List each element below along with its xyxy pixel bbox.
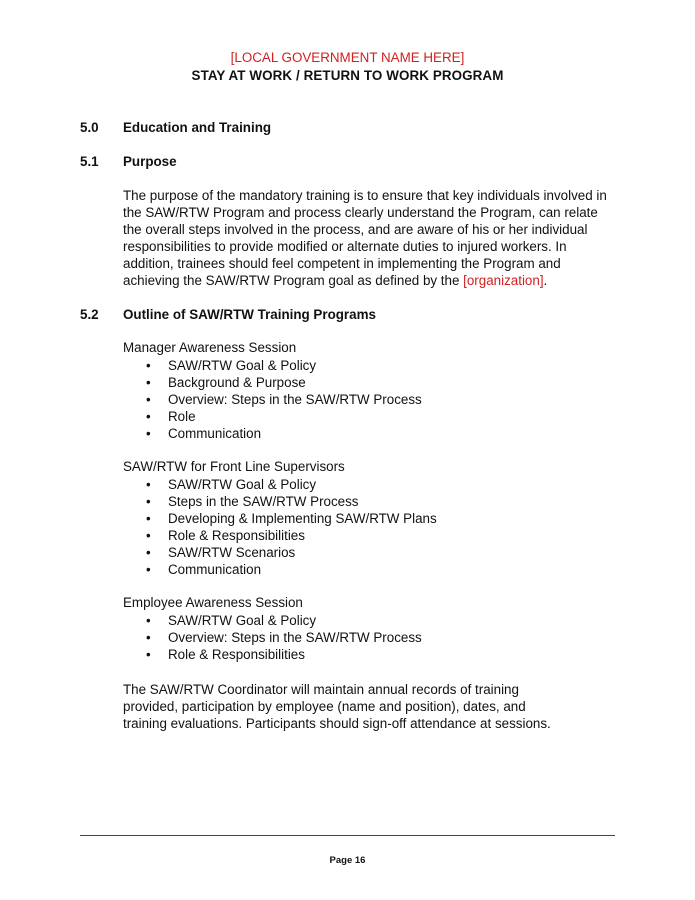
list-item: • SAW/RTW Scenarios — [146, 544, 437, 561]
group-title-employee: Employee Awareness Session — [123, 595, 303, 610]
list-item: • SAW/RTW Goal & Policy — [146, 612, 422, 629]
document-title: STAY AT WORK / RETURN TO WORK PROGRAM — [191, 68, 504, 83]
list-item: • Steps in the SAW/RTW Process — [146, 493, 437, 510]
group-title-manager: Manager Awareness Session — [123, 340, 297, 355]
group-title-supervisors: SAW/RTW for Front Line Supervisors — [123, 459, 345, 474]
section-title: Purpose — [123, 154, 177, 169]
list-item: • Role & Responsibilities — [146, 646, 422, 663]
section-number: 5.1 — [80, 154, 99, 169]
list-item: • SAW/RTW Goal & Policy — [146, 357, 422, 374]
purpose-period: . — [543, 273, 548, 288]
section-title: Outline of SAW/RTW Training Programs — [123, 307, 376, 322]
purpose-paragraph — [123, 187, 618, 289]
list-item: • Communication — [146, 425, 422, 442]
section-heading-5-0 — [80, 120, 271, 135]
closing-paragraph: The SAW/RTW Coordinator will maintain annual records of training provided, participation by employee (name and position), dates, and training evaluations. Participants should sign-off attendance at sessions. — [123, 682, 551, 731]
footer-divider — [80, 835, 615, 836]
header-org-placeholder: [LOCAL GOVERNMENT NAME HERE] — [230, 50, 465, 65]
list-item: • Overview: Steps in the SAW/RTW Process — [146, 629, 422, 646]
list-item: • Background & Purpose — [146, 374, 422, 391]
section-number: 5.0 — [80, 120, 99, 135]
manager-session-list — [146, 357, 422, 442]
list-item: • Overview: Steps in the SAW/RTW Process — [146, 391, 422, 408]
organization-placeholder: [organization] — [463, 273, 544, 288]
employee-session-list — [146, 612, 422, 663]
list-item: • Communication — [146, 561, 437, 578]
list-item: • SAW/RTW Goal & Policy — [146, 476, 437, 493]
section-heading-5-1 — [80, 154, 177, 169]
section-title: Education and Training — [123, 120, 272, 135]
list-item: • Role — [146, 408, 422, 425]
supervisor-session-list — [146, 476, 437, 578]
list-item: • Developing & Implementing SAW/RTW Plans — [146, 510, 437, 527]
section-heading-5-2 — [80, 307, 376, 322]
list-item: • Role & Responsibilities — [146, 527, 437, 544]
purpose-text: The purpose of the mandatory training is to ensure that key individuals involved in the SAW/RTW Program and process clearly understand the Program, can relate the overall steps involved in the process, and are aware of his or her individual responsibilities to provide modified or alternate duties to injured workers. In addition, trainees should feel competent in implementing the Program and achieving the SAW/RTW Program goal as defined by the — [123, 188, 607, 288]
page-number: Page 16 — [329, 855, 366, 866]
section-number: 5.2 — [80, 307, 99, 322]
